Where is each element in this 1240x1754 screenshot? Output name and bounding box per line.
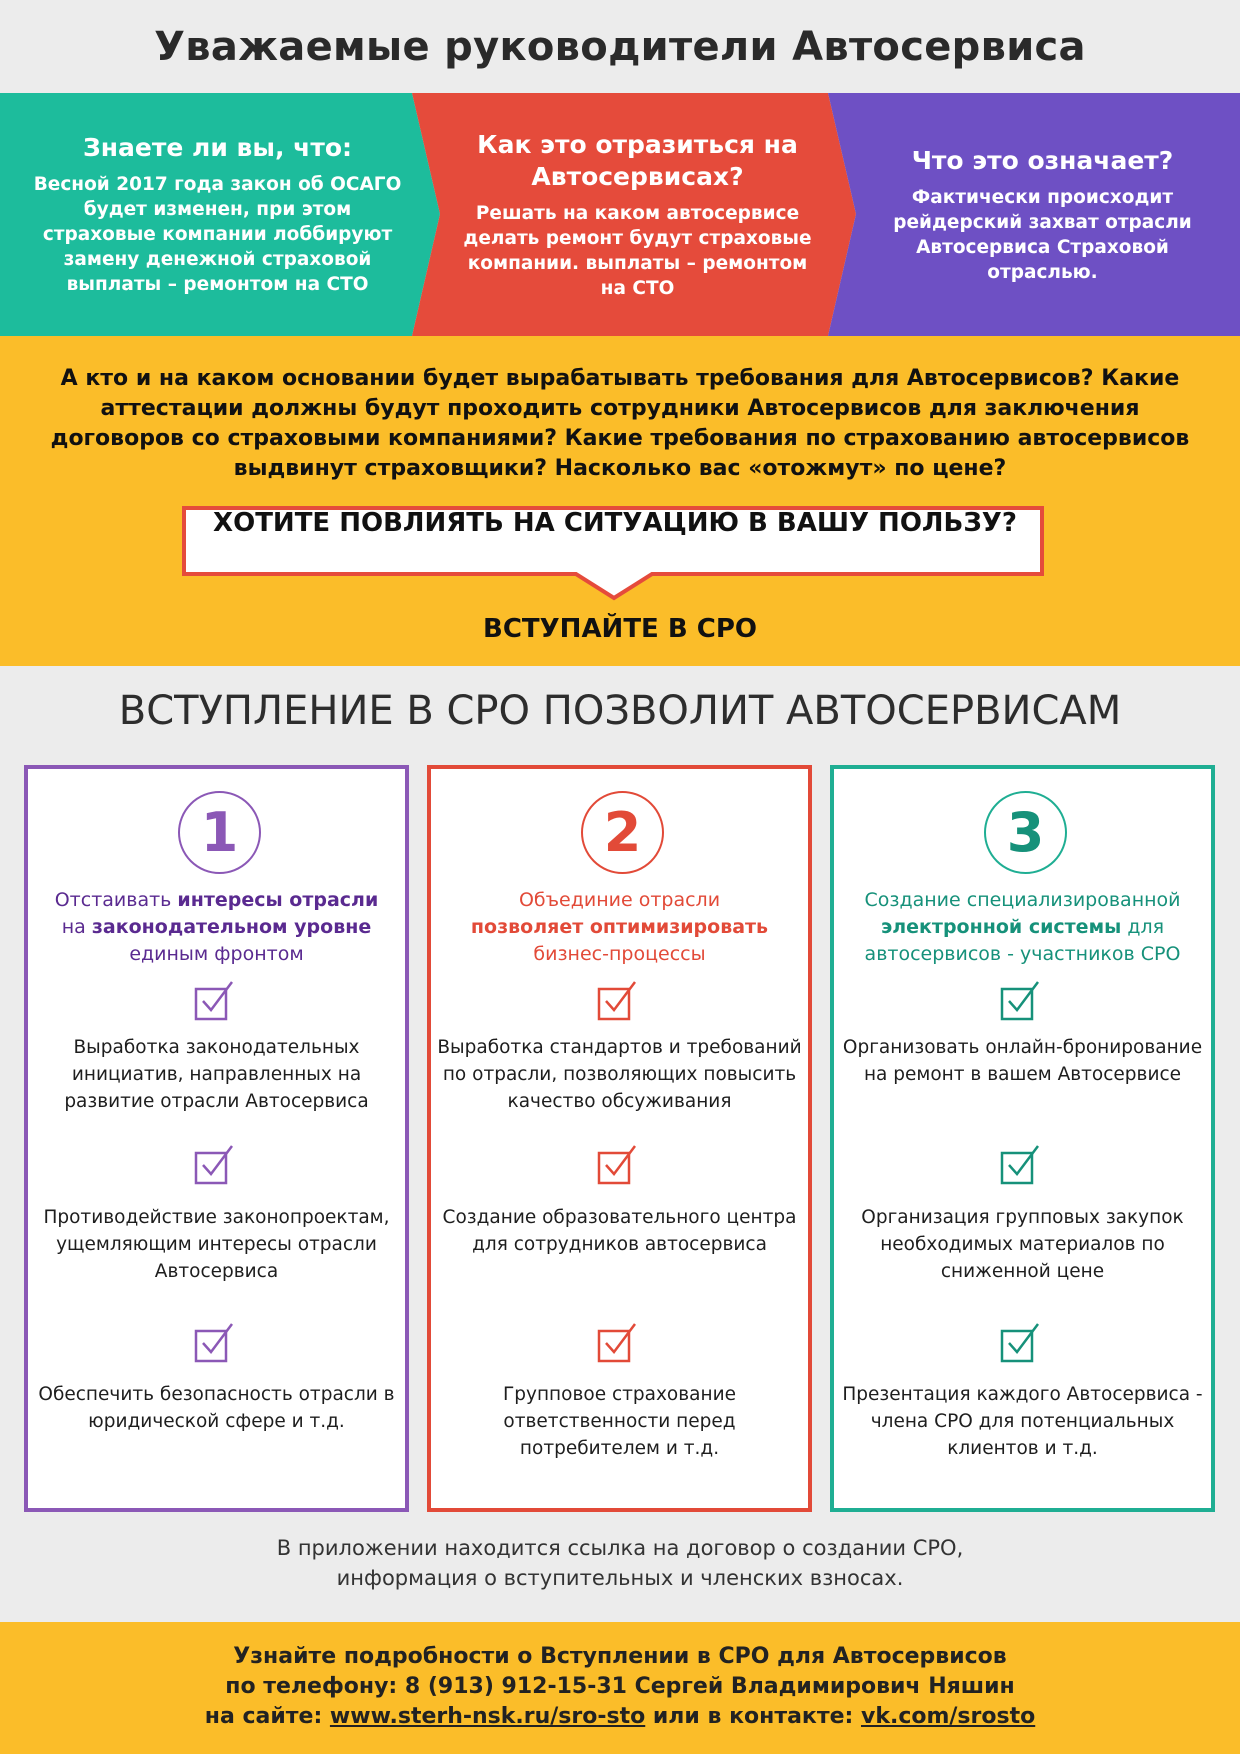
card-heading-1-part: единым фронтом xyxy=(129,943,304,965)
vk-prefix: или в контакте: xyxy=(645,1704,861,1729)
checkbox-check-icon xyxy=(194,979,236,1021)
checkbox-check-icon xyxy=(597,1321,639,1363)
info-title-1: Знаете ли вы, что: xyxy=(83,133,352,162)
card-3-item-2: Организация групповых закупок необходимых материалов по сниженной цене xyxy=(861,1207,1184,1282)
card-heading-2-part: Объединие отрасли xyxy=(518,889,721,911)
card-heading-1-part: Отстаивать xyxy=(54,889,178,911)
benefit-card-2 xyxy=(427,765,812,1512)
checkbox-check-icon xyxy=(1000,979,1042,1021)
page-title: Уважаемые руководители Автосервиса xyxy=(154,23,1086,70)
note-line-1: В приложении находится ссылка на договор о создании СРО, xyxy=(276,1536,964,1560)
section-title: ВСТУПЛЕНИЕ В СРО ПОЗВОЛИТ АВТОСЕРВИСАМ xyxy=(118,688,1122,734)
cta-question: ХОТИТЕ ПОВЛИЯТЬ НА СИТУАЦИЮ В ВАШУ ПОЛЬЗУ? xyxy=(213,508,1017,538)
info-title-3: Что это означает? xyxy=(911,145,1174,175)
card-2-item-1: Выработка стандартов и требований по отрасли, позволяющих повысить качество обсуживания xyxy=(437,1037,802,1112)
info-text-3: Фактически происходит рейдерский захват отрасли Автосервиса Страховой отраслью. xyxy=(893,186,1192,283)
info-title-2: Как это отразиться на Автосервисах? xyxy=(477,129,798,191)
card-heading-2-part: бизнес-процессы xyxy=(533,943,706,965)
footer-links-line xyxy=(0,1702,1240,1732)
card-1-item-2: Противодействие законопроектам, ущемляющим интересы отрасли Автосервиса xyxy=(43,1207,390,1282)
question-section xyxy=(0,336,1240,666)
info-block-impact xyxy=(455,93,820,336)
checkbox-check-icon xyxy=(1000,1321,1042,1363)
card-heading-1-part: на xyxy=(61,916,92,938)
vk-link[interactable]: vk.com/srosto xyxy=(860,1704,1036,1729)
info-text-2: Решать на каком автосервисе делать ремонт будут страховые компании. выплаты – ремонтом на СТО xyxy=(463,202,812,299)
card-heading-3-part: для xyxy=(1121,916,1165,938)
card-number-1: 1 xyxy=(178,791,261,874)
card-heading-1-bold: законодательном уровне xyxy=(91,916,372,938)
card-1-item-3: Обеспечить безопасность отрасли в юридической сфере и т.д. xyxy=(38,1384,395,1432)
checkbox-check-icon xyxy=(1000,1143,1042,1185)
card-heading-3 xyxy=(842,887,1203,968)
card-heading-2 xyxy=(439,887,800,968)
site-link[interactable]: www.sterh-nsk.ru/sro-sto xyxy=(329,1704,646,1729)
card-heading-3-part: автосервисов - участников СРО xyxy=(864,943,1181,965)
card-heading-1 xyxy=(36,887,397,968)
footer-line-1: Узнайте подробности о Вступлении в СРО для Автосервисов xyxy=(233,1644,1007,1669)
checkbox-check-icon xyxy=(597,979,639,1021)
arrow-band xyxy=(0,93,1240,336)
card-3-item-3: Презентация каждого Автосервиса - члена СРО для потенциальных клиентов и т.д. xyxy=(842,1384,1203,1459)
card-heading-1-bold: интересы отрасли xyxy=(177,889,379,911)
card-heading-3-part: Создание специализированной xyxy=(864,889,1181,911)
site-prefix: на сайте: xyxy=(204,1704,330,1729)
benefit-card-3 xyxy=(830,765,1215,1512)
join-callout: ВСТУПАЙТЕ В СРО xyxy=(483,614,757,644)
note-line-2: информация о вступительных и членских взносах. xyxy=(336,1566,904,1590)
contact-footer xyxy=(0,1622,1240,1754)
card-3-item-1: Организовать онлайн-бронирование на ремонт в вашем Автосервисе xyxy=(842,1037,1203,1085)
benefit-card-1 xyxy=(24,765,409,1512)
footer-phone-line: по телефону: 8 (913) 912-15-31 Сергей Владимирович Няшин xyxy=(225,1674,1015,1699)
info-text-1: Весной 2017 года закон об ОСАГО будет изменен, при этом страховые компании лоббируют замену денежной страховой выплаты – ремонтом на СТО xyxy=(33,174,402,295)
header xyxy=(0,0,1240,93)
info-block-meaning xyxy=(870,93,1215,336)
card-heading-3-bold: электронной системы xyxy=(880,916,1122,938)
checkbox-check-icon xyxy=(194,1321,236,1363)
card-number-3: 3 xyxy=(984,791,1067,874)
card-heading-2-bold: позволяет оптимизировать xyxy=(470,916,769,938)
checkbox-check-icon xyxy=(194,1143,236,1185)
card-2-item-2: Создание образовательного центра для сотрудников автосервиса xyxy=(442,1207,797,1255)
card-number-2: 2 xyxy=(581,791,664,874)
attachment-note xyxy=(0,1533,1240,1593)
card-2-item-3: Групповое страхование ответственности перед потребителем и т.д. xyxy=(502,1384,736,1459)
info-block-did-you-know xyxy=(30,93,405,336)
question-text: А кто и на каком основании будет вырабатывать требования для Автосервисов? Какие аттестации должны будут проходить сотрудники Автосервисов для заключения договоров со страховыми компаниями? Какие требования по страхованию автосервисов выдвинут страховщики? Насколько вас «отожмут» по цене? xyxy=(50,366,1190,481)
card-1-item-1: Выработка законодательных инициатив, направленных на развитие отрасли Автосервиса xyxy=(64,1037,369,1112)
checkbox-check-icon xyxy=(597,1143,639,1185)
